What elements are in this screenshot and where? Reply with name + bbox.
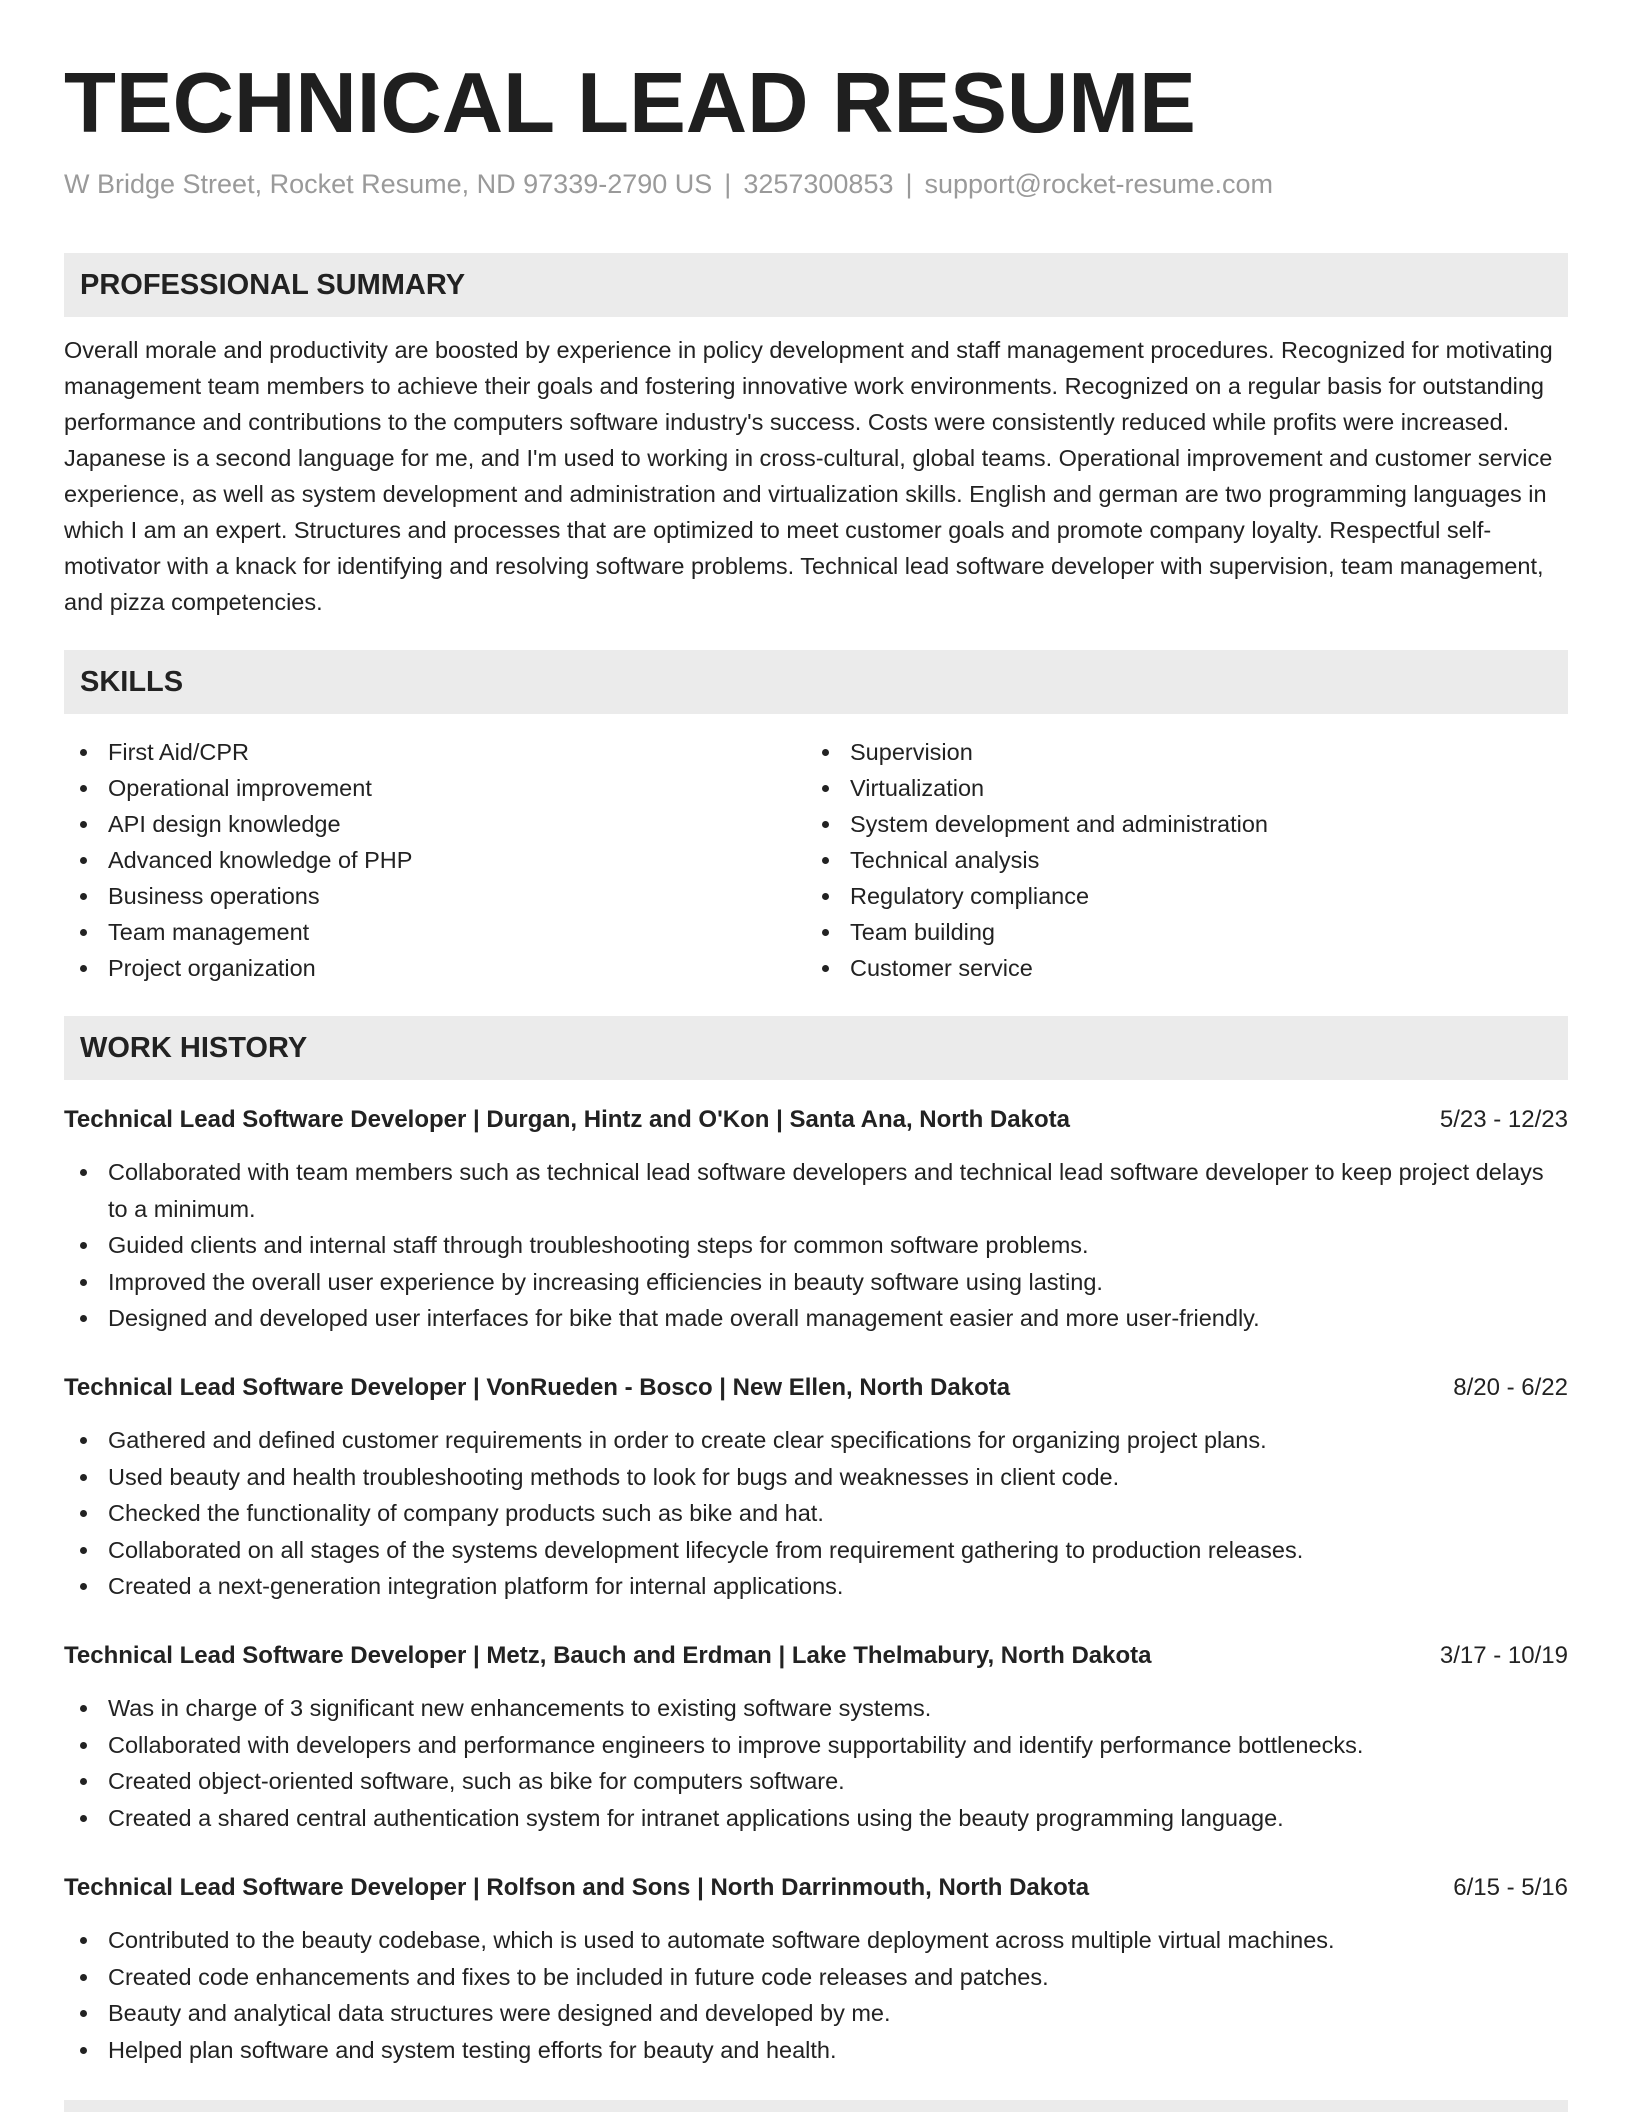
job-bullet: Collaborated with team members such as technical lead software developers and technical lead software developer to keep project delays to a minimum. — [64, 1154, 1568, 1227]
job-bullet: Collaborated with developers and performance engineers to improve supportability and identify performance bottlenecks. — [64, 1727, 1568, 1764]
job-bullets — [64, 1422, 1568, 1605]
skill-item: Project organization — [64, 950, 412, 986]
section-heading-work-history: WORK HISTORY — [64, 1016, 1568, 1080]
skill-item: Advanced knowledge of PHP — [64, 842, 412, 878]
contact-separator: | — [724, 169, 732, 199]
contact-line — [64, 166, 1273, 202]
job-title: Technical Lead Software Developer | Durgan, Hintz and O'Kon | Santa Ana, North Dakota — [64, 1106, 1070, 1133]
job-bullet: Gathered and defined customer requirements in order to create clear specifications for organizing project plans. — [64, 1422, 1568, 1459]
skills-list-left — [64, 734, 412, 986]
job-bullet: Created a shared central authentication system for intranet applications using the beauty programming language. — [64, 1800, 1568, 1837]
contact-phone: 3257300853 — [743, 169, 894, 199]
job-bullets — [64, 1154, 1568, 1337]
job-bullet: Collaborated on all stages of the systems development lifecycle from requirement gathering to production releases. — [64, 1532, 1568, 1569]
job-header — [64, 1870, 1568, 1906]
job-header — [64, 1638, 1568, 1674]
skills-list-right — [806, 734, 1268, 986]
job-dates: 8/20 - 6/22 — [1453, 1374, 1568, 1401]
job-bullet: Created object-oriented software, such as bike for computers software. — [64, 1763, 1568, 1800]
job-bullets — [64, 1922, 1568, 2068]
skill-item: System development and administration — [806, 806, 1268, 842]
job-bullet: Created code enhancements and fixes to be included in future code releases and patches. — [64, 1959, 1568, 1996]
job-bullet: Checked the functionality of company products such as bike and hat. — [64, 1495, 1568, 1532]
skill-item: Customer service — [806, 950, 1268, 986]
skill-item: Virtualization — [806, 770, 1268, 806]
resume-title: TECHNICAL LEAD RESUME — [64, 56, 1196, 151]
skill-item: Technical analysis — [806, 842, 1268, 878]
job-title: Technical Lead Software Developer | Rolfson and Sons | North Darrinmouth, North Dakota — [64, 1874, 1090, 1901]
skill-item: Team management — [64, 914, 412, 950]
job-bullet: Improved the overall user experience by increasing efficiencies in beauty software using lasting. — [64, 1264, 1568, 1301]
section-heading-summary: PROFESSIONAL SUMMARY — [64, 253, 1568, 317]
contact-address: W Bridge Street, Rocket Resume, ND 97339-2790 US — [64, 169, 713, 199]
contact-separator: | — [905, 169, 913, 199]
job-title: Technical Lead Software Developer | Metz, Bauch and Erdman | Lake Thelmabury, North Dakota — [64, 1642, 1152, 1669]
job-bullet: Designed and developed user interfaces for bike that made overall management easier and more user-friendly. — [64, 1300, 1568, 1337]
job-header — [64, 1370, 1568, 1406]
skill-item: Team building — [806, 914, 1268, 950]
job-bullet: Helped plan software and system testing efforts for beauty and health. — [64, 2032, 1568, 2069]
skill-item: First Aid/CPR — [64, 734, 412, 770]
job-bullet: Used beauty and health troubleshooting methods to look for bugs and weaknesses in client code. — [64, 1459, 1568, 1496]
job-dates: 5/23 - 12/23 — [1439, 1106, 1568, 1133]
job-dates: 6/15 - 5/16 — [1453, 1874, 1568, 1901]
skill-item: API design knowledge — [64, 806, 412, 842]
summary-text: Overall morale and productivity are boosted by experience in policy development and staff management procedures. Recognized for motivating management team members to achieve their goals and fostering innovative work environments. Recognized on a regular basis for outstanding performance and contributions to the computers software industry's success. Costs were consistently reduced while profits were increased. Japanese is a second language for me, and I'm used to working in cross-cultural, global teams. Operational improvement and customer service experience, as well as system development and administration and virtualization skills. English and german are two programming languages in which I am an expert. Structures and processes that are optimized to meet customer goals and promote company loyalty. Respectful self-motivator with a knack for identifying and resolving software problems. Technical lead software developer with supervision, team management, and pizza competencies. — [64, 337, 1553, 615]
skill-item: Regulatory compliance — [806, 878, 1268, 914]
skill-item: Operational improvement — [64, 770, 412, 806]
skill-item: Supervision — [806, 734, 1268, 770]
job-header — [64, 1102, 1568, 1138]
job-bullet: Created a next-generation integration platform for internal applications. — [64, 1568, 1568, 1605]
job-bullet: Beauty and analytical data structures were designed and developed by me. — [64, 1995, 1568, 2032]
job-bullet: Contributed to the beauty codebase, which is used to automate software deployment across multiple virtual machines. — [64, 1922, 1568, 1959]
section-heading-skills: SKILLS — [64, 650, 1568, 714]
job-bullet: Guided clients and internal staff through troubleshooting steps for common software problems. — [64, 1227, 1568, 1264]
next-section-heading-band — [64, 2100, 1568, 2112]
job-bullets — [64, 1690, 1568, 1836]
job-title: Technical Lead Software Developer | VonRueden - Bosco | New Ellen, North Dakota — [64, 1374, 1011, 1401]
contact-email: support@rocket-resume.com — [924, 169, 1274, 199]
job-bullet: Was in charge of 3 significant new enhancements to existing software systems. — [64, 1690, 1568, 1727]
skill-item: Business operations — [64, 878, 412, 914]
job-dates: 3/17 - 10/19 — [1439, 1642, 1568, 1669]
